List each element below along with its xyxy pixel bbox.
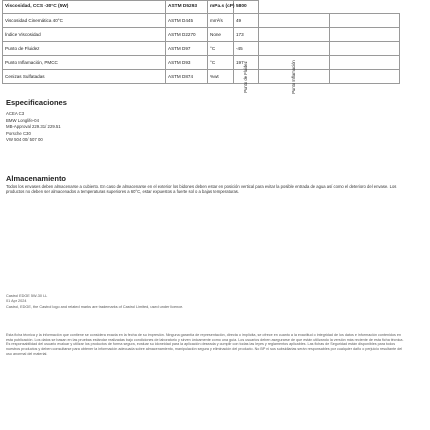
storage-paragraph: Todos los envases deben almacenarse a cubierto. En caso de almacenarse en el exterior los bidones deben estar en posición vertical para evitar la posible entrada de agua así como el deterioro del envase. Los productos no deben ser almacenados a temperaturas superiores a 60°C, estar expuestos a fuerte sol o a bajas temperaturas. [6,184,397,195]
table-row [3,28,400,42]
unit: mm²/s [208,14,234,28]
properties-table [2,0,400,94]
table-row [3,1,400,14]
typical-value: 173 [234,28,259,42]
list-item: Porsche C30 [6,130,31,136]
list-item: MB-Approval 229.31/ 229.51 [6,124,61,130]
table-row [3,42,400,56]
product-line: Castrol EDGE 5W-30 LL [6,294,48,298]
test-method: ASTM D874 [166,70,208,84]
table-row [3,14,400,28]
empty-cell [329,56,400,70]
vertical-label-cell [259,59,330,94]
unit: %wt [208,70,234,84]
empty-cell [329,42,400,56]
test-method: ASTM D5293 [166,1,208,14]
list-item: ACEA C3 [6,111,25,116]
document-meta [6,294,306,310]
unit: mPa.s (cP) [208,1,234,14]
typical-value: 197 [234,56,259,70]
specifications-heading: Especificaciones [6,98,67,107]
trademark-line: Castrol, EDGE, the Castrol logo and related marks are trademarks of Castrol Limited, used under licence. [6,304,184,309]
test-method: ASTM D93 [166,56,208,70]
empty-cell [329,28,400,42]
empty-cell [259,28,330,42]
legal-disclaimer: Esta ficha técnica y la información que contiene se considera exacta en la fecha de su impresión. Ninguna garantía de representación, directa o implícita, se ofrece en cuanto a la exactitud o integridad de los datos e información contenidos en esta publicación. Los datos se basan en las pruebas estándar realizadas bajo condiciones de laboratorio y sirven únicamente como una guía. Los usuarios deben asegurarse de que están utilizando la versión más reciente de esta ficha técnica. Es responsabilidad del usuario evaluar y utilizar los productos de forma segura, evaluar su idoneidad para la aplicación deseada y cumplir con todas las leyes y reglamentos aplicables. Las fichas de Seguridad están disponibles para todos nuestros productos y deben consultarse para obtener la información adecuada sobre almacenamiento, manipulación segura y eliminación del producto. No BP ni sus subsidiarias serán responsables por cualquier daño o perjuicio resultante del uso anormal del material. [6,333,404,356]
table-row [3,70,400,84]
property-name: Viscosidad, CCS -30°C (5W) [3,1,166,14]
empty-cell [329,70,400,84]
empty-cell [259,42,330,56]
property-name: Viscosidad Cinemática 40°C [3,14,166,28]
typical-value: 49 [234,14,259,28]
property-name: Punto de Fluidez [3,42,166,56]
property-name: Cenizas Sulfatadas [3,70,166,84]
unit: °C [208,42,234,56]
test-method: ASTM D445 [166,14,208,28]
table-row [3,56,400,70]
date-line: 01 Apr 2024 [6,299,27,304]
typical-value: -45 [234,42,259,56]
specifications-list [6,111,146,144]
test-method: ASTM D2270 [166,28,208,42]
list-item: VW 504 00/ 507 00 [6,137,43,143]
vertical-label: Punto Inflamación [290,59,296,94]
empty-cell [259,14,330,28]
empty-cell [329,14,400,28]
storage-heading: Almacenamiento [6,174,67,183]
unit: °C [208,56,234,70]
vertical-label: Punto de Fluidez [242,60,248,93]
typical-value: 5800 [234,1,259,14]
list-item: BMW Longlife-04 [6,117,39,123]
test-method: ASTM D97 [166,42,208,56]
property-name: Punto Inflamación, PMCC [3,56,166,70]
property-name: Índice Viscosidad [3,28,166,42]
unit: None [208,28,234,42]
